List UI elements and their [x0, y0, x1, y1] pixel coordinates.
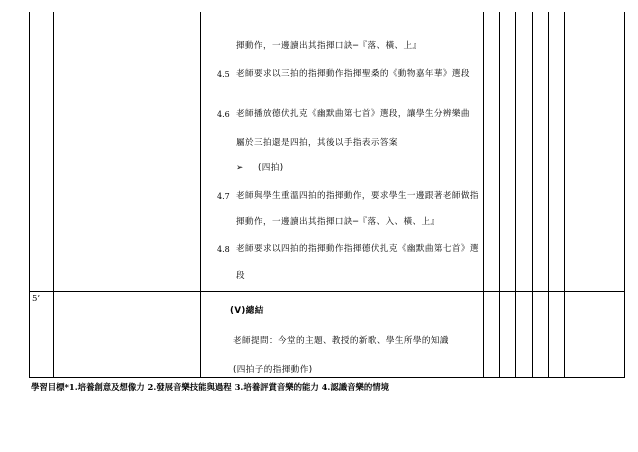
- conclusion-line-2: (四拍子的指揮動作): [233, 365, 313, 375]
- conclusion-line-1: 老師提問：今堂的主題、教授的新歌、學生所學的知識: [233, 336, 449, 346]
- table-border-left: [29, 12, 30, 378]
- footer-text: *1.培養創意及想像力 2.發展音樂技能與過程 3.培養評賞音樂的能力 4.認識音樂的情境: [64, 382, 389, 392]
- time-cell: 5’: [32, 294, 41, 304]
- conclusion-cell: [201, 292, 483, 377]
- step-number: 4.8: [217, 245, 230, 254]
- learning-objectives-footer: [31, 382, 389, 393]
- footer-prefix: 學習目標: [31, 382, 65, 392]
- step-4-8-line-2: 段: [236, 271, 245, 281]
- column-divider: [532, 12, 533, 378]
- step-number: 4.5: [217, 70, 230, 79]
- step-4-7-line-1: 老師與學生重溫四拍的指揮動作，要求學生一邊跟著老師做指: [236, 191, 479, 201]
- column-divider: [564, 12, 565, 378]
- step-4-6-line-2: 屬於三拍還是四拍，其後以手指表示答案: [236, 138, 398, 148]
- step-4-6-line-1: 老師播放德伏扎克《幽默曲第七首》選段，讓學生分辨樂曲: [236, 109, 470, 119]
- table-border-right: [624, 12, 625, 378]
- column-divider: [53, 12, 54, 378]
- answer-text: (四拍): [258, 163, 284, 173]
- arrow-bullet-icon: ➢: [236, 163, 244, 173]
- column-divider: [483, 12, 484, 378]
- lesson-plan-table: [29, 12, 625, 378]
- step-4-8-line-1: 老師要求以四拍的指揮動作指揮德伏扎克《幽默曲第七首》選: [236, 244, 479, 254]
- step-4-7-line-2: 揮動作，一邊讀出其指揮口訣─『落、入、橫、上』: [236, 217, 440, 227]
- column-divider: [515, 12, 516, 378]
- step-4-4-line-2: 揮動作，一邊讀出其指揮口訣─『落、橫、上』: [236, 41, 422, 51]
- table-border-bottom: [29, 377, 625, 378]
- activity-cell: [201, 12, 483, 291]
- section-heading: (V)總結: [230, 306, 264, 316]
- column-divider: [548, 12, 549, 378]
- step-4-5-text: 老師要求以三拍的指揮動作指揮聖桑的《動物嘉年華》選段: [236, 69, 470, 79]
- column-divider: [499, 12, 500, 378]
- step-number: 4.7: [217, 192, 230, 201]
- step-number: 4.6: [217, 110, 230, 119]
